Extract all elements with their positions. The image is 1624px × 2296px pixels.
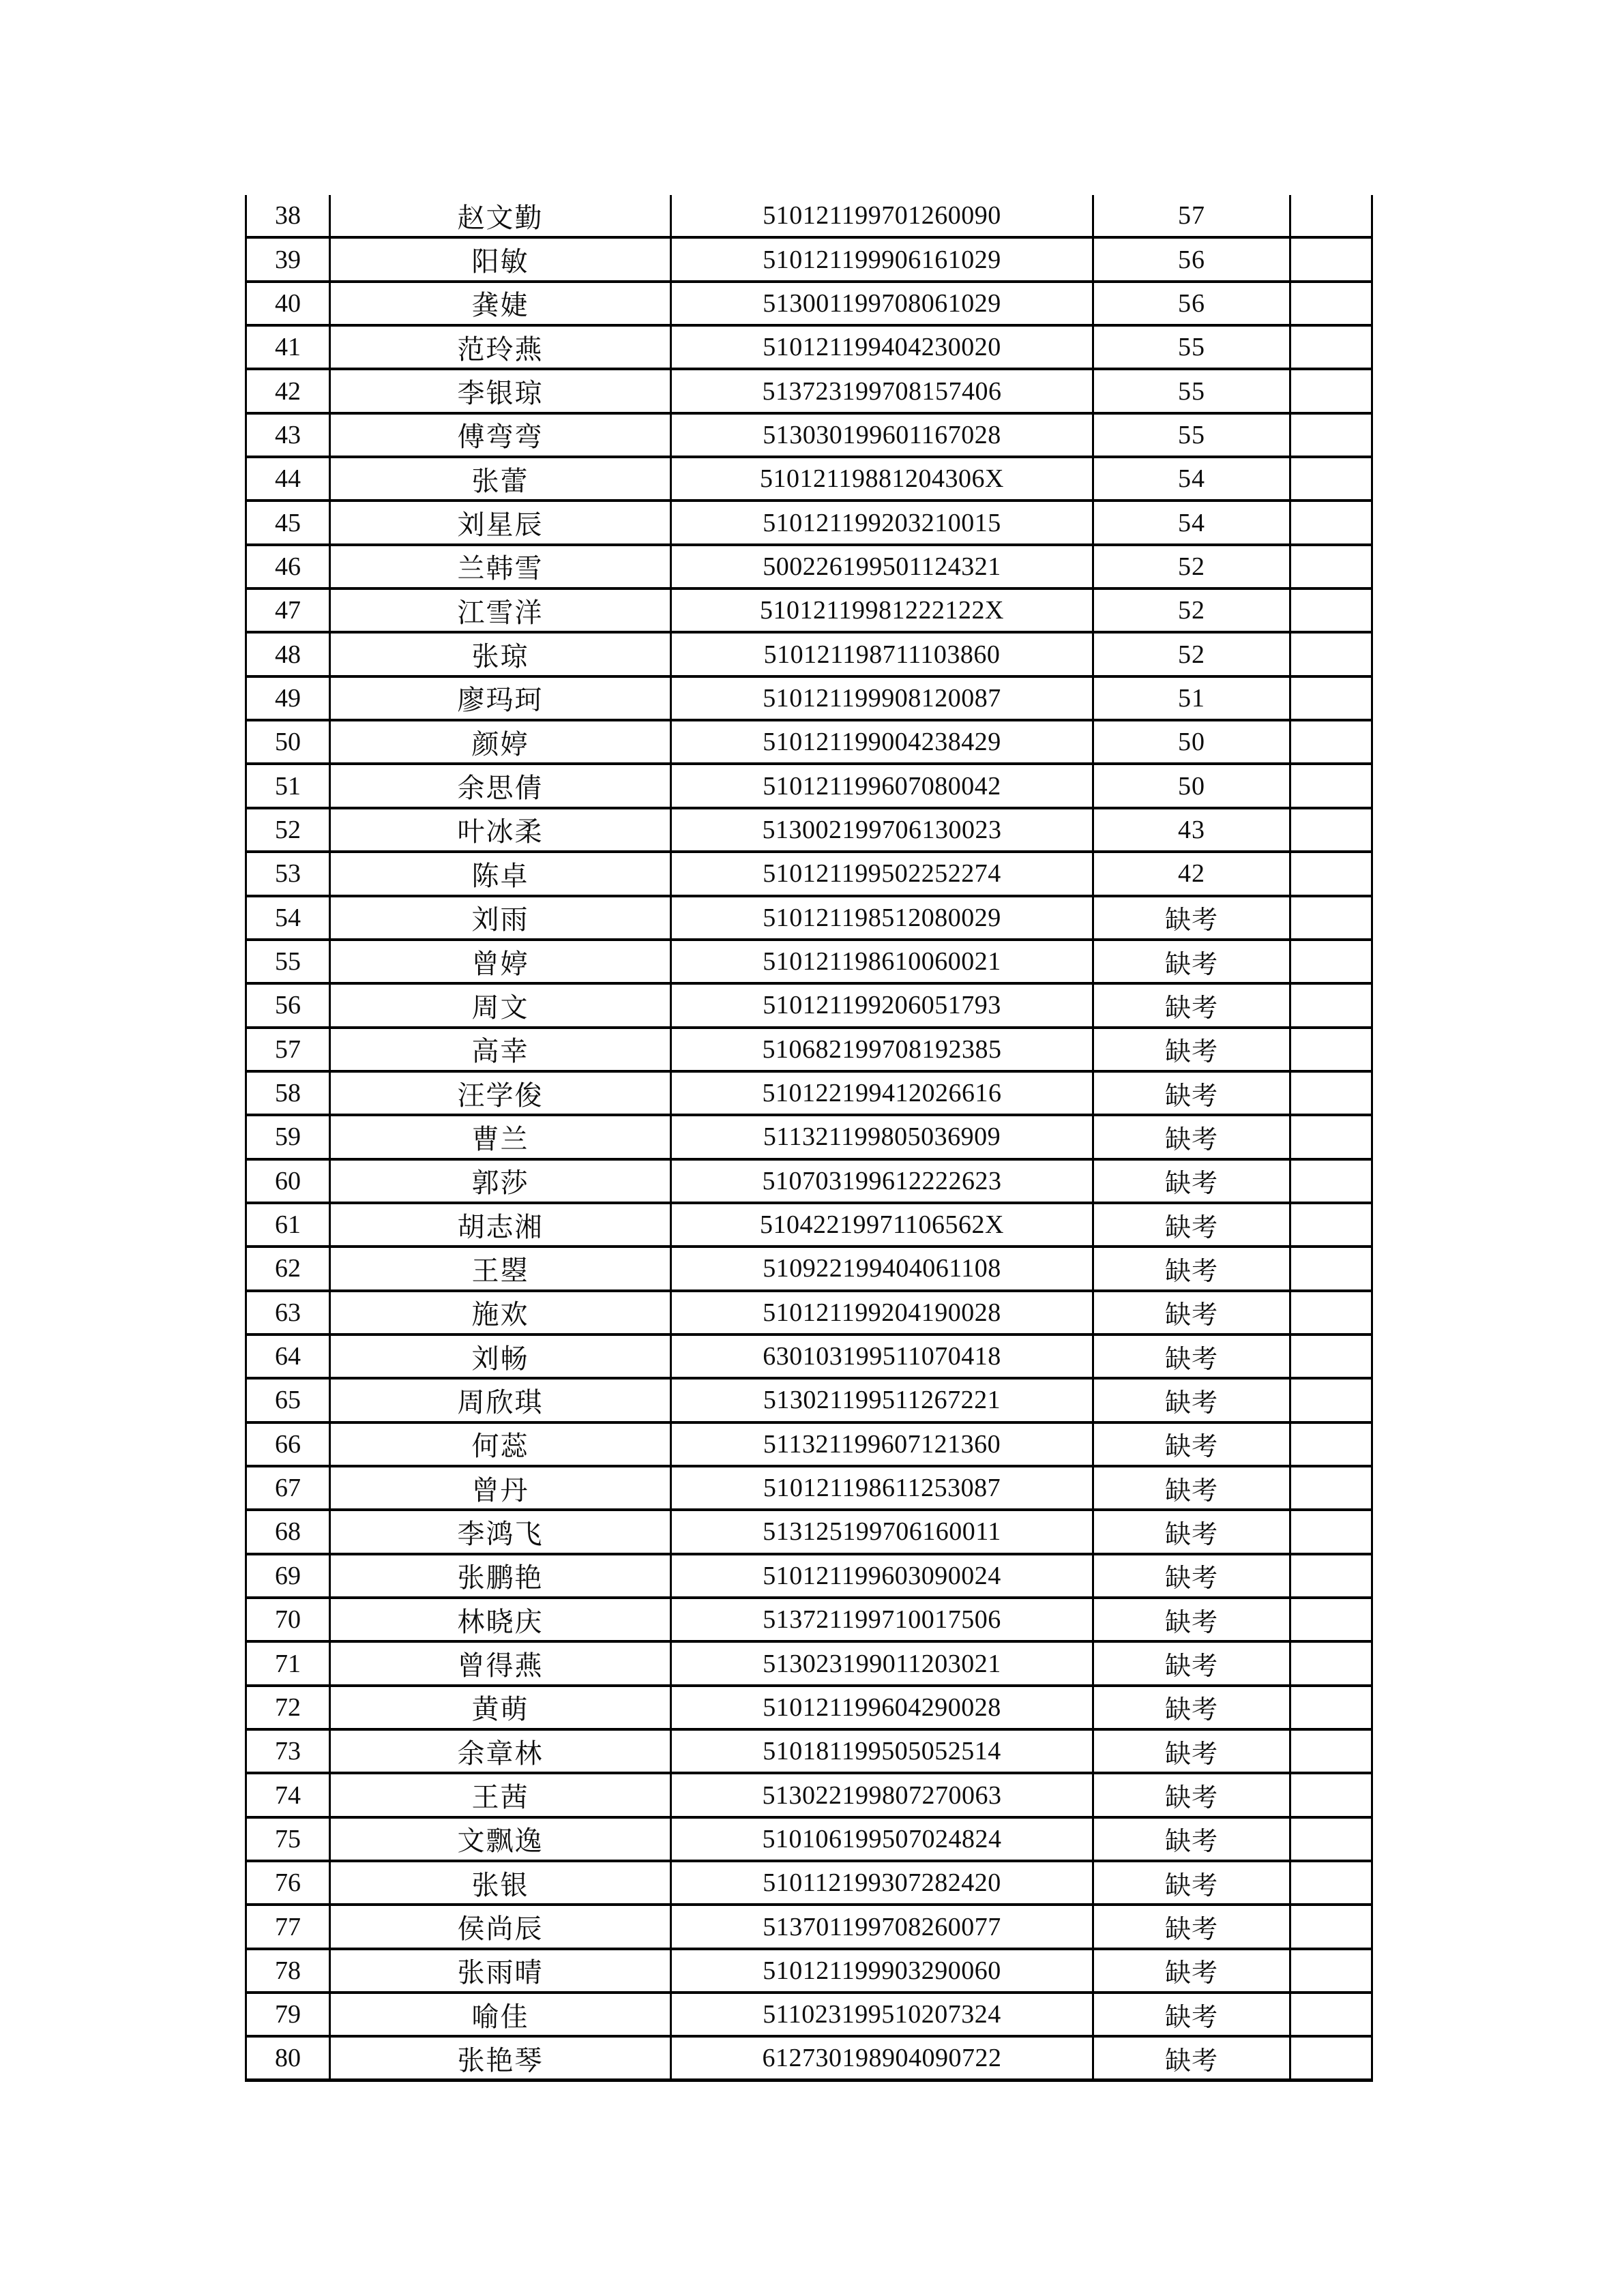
candidate-name-cell: 胡志湘: [331, 1204, 672, 1245]
row-number-cell: 38: [247, 195, 331, 236]
candidate-name-cell: 曾丹: [331, 1467, 672, 1508]
remark-cell: [1291, 1029, 1371, 1070]
remark-cell: [1291, 1862, 1371, 1903]
table-row: [247, 1950, 1371, 1994]
remark-cell: [1291, 985, 1371, 1026]
candidate-name-cell: 喻佳: [331, 1994, 672, 2035]
id-number-cell: 51042219971106562X: [672, 1204, 1094, 1245]
row-number-cell: 59: [247, 1116, 331, 1157]
score-cell: 52: [1094, 546, 1291, 587]
remark-cell: [1291, 590, 1371, 631]
candidate-name-cell: 余章林: [331, 1731, 672, 1772]
remark-cell: [1291, 327, 1371, 368]
table-row: [247, 502, 1371, 546]
row-number-cell: 75: [247, 1819, 331, 1860]
candidate-name-cell: 陈卓: [331, 853, 672, 894]
score-cell: 缺考: [1094, 1116, 1291, 1157]
row-number-cell: 56: [247, 985, 331, 1026]
table-row: [247, 1467, 1371, 1511]
score-cell: 缺考: [1094, 1862, 1291, 1903]
id-number-cell: 511023199510207324: [672, 1994, 1094, 2035]
row-number-cell: 50: [247, 721, 331, 762]
row-number-cell: 78: [247, 1950, 331, 1991]
score-cell: 55: [1094, 370, 1291, 411]
score-cell: 缺考: [1094, 941, 1291, 982]
candidate-name-cell: 兰韩雪: [331, 546, 672, 587]
remark-cell: [1291, 1774, 1371, 1815]
row-number-cell: 76: [247, 1862, 331, 1903]
candidate-name-cell: 汪学俊: [331, 1073, 672, 1114]
id-number-cell: 510121199903290060: [672, 1950, 1094, 1991]
score-cell: 缺考: [1094, 1511, 1291, 1552]
id-number-cell: 630103199511070418: [672, 1336, 1094, 1377]
table-row: [247, 1029, 1371, 1073]
row-number-cell: 63: [247, 1292, 331, 1333]
score-cell: 缺考: [1094, 897, 1291, 938]
id-number-cell: 510682199708192385: [672, 1029, 1094, 1070]
remark-cell: [1291, 721, 1371, 762]
candidate-name-cell: 黄萌: [331, 1687, 672, 1728]
score-cell: 缺考: [1094, 2038, 1291, 2078]
row-number-cell: 52: [247, 809, 331, 850]
row-number-cell: 62: [247, 1248, 331, 1289]
row-number-cell: 64: [247, 1336, 331, 1377]
score-cell: 缺考: [1094, 1994, 1291, 2035]
candidate-name-cell: 侯尚辰: [331, 1906, 672, 1947]
score-cell: 52: [1094, 633, 1291, 674]
remark-cell: [1291, 633, 1371, 674]
id-number-cell: 510121199206051793: [672, 985, 1094, 1026]
table-row: [247, 1862, 1371, 1906]
row-number-cell: 60: [247, 1161, 331, 1202]
id-number-cell: 510121199908120087: [672, 678, 1094, 719]
candidate-name-cell: 张艳琴: [331, 2038, 672, 2078]
table-row: [247, 853, 1371, 897]
table-row: [247, 1731, 1371, 1774]
score-cell: 缺考: [1094, 1292, 1291, 1333]
candidate-name-cell: 李银琼: [331, 370, 672, 411]
candidate-name-cell: 文飘逸: [331, 1819, 672, 1860]
row-number-cell: 42: [247, 370, 331, 411]
score-cell: 缺考: [1094, 1599, 1291, 1640]
remark-cell: [1291, 1906, 1371, 1947]
candidate-name-cell: 王曌: [331, 1248, 672, 1289]
id-number-cell: 513001199708061029: [672, 283, 1094, 324]
row-number-cell: 53: [247, 853, 331, 894]
score-cell: 缺考: [1094, 1555, 1291, 1596]
table-row: [247, 1116, 1371, 1160]
table-row: [247, 590, 1371, 633]
table-row: [247, 765, 1371, 809]
table-row: [247, 1599, 1371, 1643]
candidate-name-cell: 江雪洋: [331, 590, 672, 631]
table-row: [247, 1380, 1371, 1423]
score-cell: 42: [1094, 853, 1291, 894]
score-cell: 57: [1094, 195, 1291, 236]
score-cell: 55: [1094, 415, 1291, 456]
row-number-cell: 49: [247, 678, 331, 719]
id-number-cell: 500226199501124321: [672, 546, 1094, 587]
id-number-cell: 513002199706130023: [672, 809, 1094, 850]
id-number-cell: 513023199011203021: [672, 1643, 1094, 1684]
id-number-cell: 510121198611253087: [672, 1467, 1094, 1508]
score-cell: 缺考: [1094, 1336, 1291, 1377]
row-number-cell: 47: [247, 590, 331, 631]
row-number-cell: 61: [247, 1204, 331, 1245]
remark-cell: [1291, 1643, 1371, 1684]
id-number-cell: 510121199906161029: [672, 239, 1094, 280]
table-row: [247, 1774, 1371, 1818]
row-number-cell: 40: [247, 283, 331, 324]
table-row: [247, 327, 1371, 370]
id-number-cell: 510112199307282420: [672, 1862, 1094, 1903]
score-cell: 缺考: [1094, 1248, 1291, 1289]
score-cell: 50: [1094, 721, 1291, 762]
score-cell: 56: [1094, 239, 1291, 280]
table-row: [247, 941, 1371, 985]
candidate-name-cell: 郭莎: [331, 1161, 672, 1202]
id-number-cell: 513721199710017506: [672, 1599, 1094, 1640]
score-cell: 缺考: [1094, 985, 1291, 1026]
table-row: [247, 1424, 1371, 1467]
remark-cell: [1291, 546, 1371, 587]
table-row: [247, 1994, 1371, 2038]
score-cell: 54: [1094, 458, 1291, 499]
row-number-cell: 43: [247, 415, 331, 456]
table-row: [247, 1336, 1371, 1380]
remark-cell: [1291, 1336, 1371, 1377]
candidate-name-cell: 施欢: [331, 1292, 672, 1333]
candidate-name-cell: 曾得燕: [331, 1643, 672, 1684]
candidate-name-cell: 王茜: [331, 1774, 672, 1815]
score-cell: 缺考: [1094, 1774, 1291, 1815]
candidate-name-cell: 张鹏艳: [331, 1555, 672, 1596]
table-row: [247, 415, 1371, 458]
score-cell: 缺考: [1094, 1029, 1291, 1070]
remark-cell: [1291, 1467, 1371, 1508]
candidate-name-cell: 周文: [331, 985, 672, 1026]
candidate-name-cell: 颜婷: [331, 721, 672, 762]
table-row: [247, 897, 1371, 941]
row-number-cell: 65: [247, 1380, 331, 1420]
score-cell: 缺考: [1094, 1906, 1291, 1947]
table-row: [247, 809, 1371, 853]
candidate-name-cell: 刘星辰: [331, 502, 672, 543]
row-number-cell: 77: [247, 1906, 331, 1947]
candidate-name-cell: 范玲燕: [331, 327, 672, 368]
row-number-cell: 55: [247, 941, 331, 982]
score-cell: 缺考: [1094, 1643, 1291, 1684]
id-number-cell: 510121199203210015: [672, 502, 1094, 543]
remark-cell: [1291, 1511, 1371, 1552]
table-row: [247, 1292, 1371, 1336]
candidate-name-cell: 叶冰柔: [331, 809, 672, 850]
table-row: [247, 1248, 1371, 1292]
candidate-name-cell: 何蕊: [331, 1424, 672, 1465]
candidate-name-cell: 张雨晴: [331, 1950, 672, 1991]
row-number-cell: 80: [247, 2038, 331, 2078]
score-cell: 缺考: [1094, 1819, 1291, 1860]
remark-cell: [1291, 1687, 1371, 1728]
candidate-name-cell: 傅弯弯: [331, 415, 672, 456]
remark-cell: [1291, 1073, 1371, 1114]
id-number-cell: 510121198610060021: [672, 941, 1094, 982]
score-cell: 55: [1094, 327, 1291, 368]
score-cell: 缺考: [1094, 1073, 1291, 1114]
score-cell: 缺考: [1094, 1424, 1291, 1465]
id-number-cell: 513723199708157406: [672, 370, 1094, 411]
table-row: [247, 283, 1371, 327]
remark-cell: [1291, 765, 1371, 806]
remark-cell: [1291, 941, 1371, 982]
exam-score-table: [245, 195, 1373, 2082]
id-number-cell: 510181199505052514: [672, 1731, 1094, 1772]
remark-cell: [1291, 1950, 1371, 1991]
remark-cell: [1291, 1424, 1371, 1465]
score-cell: 缺考: [1094, 1204, 1291, 1245]
candidate-name-cell: 高幸: [331, 1029, 672, 1070]
remark-cell: [1291, 1599, 1371, 1640]
table-row: [247, 1555, 1371, 1599]
score-cell: 缺考: [1094, 1380, 1291, 1420]
remark-cell: [1291, 1731, 1371, 1772]
table-row: [247, 1819, 1371, 1862]
row-number-cell: 54: [247, 897, 331, 938]
candidate-name-cell: 曾婷: [331, 941, 672, 982]
score-cell: 51: [1094, 678, 1291, 719]
score-cell: 缺考: [1094, 1687, 1291, 1728]
candidate-name-cell: 阳敏: [331, 239, 672, 280]
id-number-cell: 510121199607080042: [672, 765, 1094, 806]
candidate-name-cell: 曹兰: [331, 1116, 672, 1157]
remark-cell: [1291, 502, 1371, 543]
row-number-cell: 58: [247, 1073, 331, 1114]
id-number-cell: 513030199601167028: [672, 415, 1094, 456]
candidate-name-cell: 林晓庆: [331, 1599, 672, 1640]
row-number-cell: 51: [247, 765, 331, 806]
row-number-cell: 41: [247, 327, 331, 368]
id-number-cell: 51012119881204306X: [672, 458, 1094, 499]
remark-cell: [1291, 1248, 1371, 1289]
id-number-cell: 511321199805036909: [672, 1116, 1094, 1157]
table-row: [247, 985, 1371, 1028]
row-number-cell: 69: [247, 1555, 331, 1596]
remark-cell: [1291, 283, 1371, 324]
candidate-name-cell: 赵文勤: [331, 195, 672, 236]
row-number-cell: 74: [247, 1774, 331, 1815]
remark-cell: [1291, 853, 1371, 894]
id-number-cell: 510121199404230020: [672, 327, 1094, 368]
table-row: [247, 678, 1371, 721]
row-number-cell: 45: [247, 502, 331, 543]
id-number-cell: 510121199502252274: [672, 853, 1094, 894]
id-number-cell: 510121199004238429: [672, 721, 1094, 762]
remark-cell: [1291, 1116, 1371, 1157]
candidate-name-cell: 张琼: [331, 633, 672, 674]
remark-cell: [1291, 1292, 1371, 1333]
table-row: [247, 458, 1371, 502]
row-number-cell: 66: [247, 1424, 331, 1465]
row-number-cell: 39: [247, 239, 331, 280]
remark-cell: [1291, 1161, 1371, 1202]
id-number-cell: 510121199604290028: [672, 1687, 1094, 1728]
remark-cell: [1291, 678, 1371, 719]
candidate-name-cell: 张银: [331, 1862, 672, 1903]
row-number-cell: 48: [247, 633, 331, 674]
candidate-name-cell: 周欣琪: [331, 1380, 672, 1420]
remark-cell: [1291, 1994, 1371, 2035]
table-row: [247, 1204, 1371, 1248]
id-number-cell: 510121199701260090: [672, 195, 1094, 236]
remark-cell: [1291, 1380, 1371, 1420]
id-number-cell: 511321199607121360: [672, 1424, 1094, 1465]
id-number-cell: 612730198904090722: [672, 2038, 1094, 2078]
table-row: [247, 633, 1371, 677]
score-cell: 缺考: [1094, 1161, 1291, 1202]
id-number-cell: 513701199708260077: [672, 1906, 1094, 1947]
candidate-name-cell: 龚婕: [331, 283, 672, 324]
table-row: [247, 1643, 1371, 1686]
remark-cell: [1291, 370, 1371, 411]
candidate-name-cell: 刘畅: [331, 1336, 672, 1377]
score-cell: 54: [1094, 502, 1291, 543]
remark-cell: [1291, 195, 1371, 236]
row-number-cell: 67: [247, 1467, 331, 1508]
remark-cell: [1291, 1555, 1371, 1596]
row-number-cell: 46: [247, 546, 331, 587]
id-number-cell: 510122199412026616: [672, 1073, 1094, 1114]
row-number-cell: 79: [247, 1994, 331, 2035]
remark-cell: [1291, 1819, 1371, 1860]
table-row: [247, 546, 1371, 590]
id-number-cell: 513022199807270063: [672, 1774, 1094, 1815]
row-number-cell: 57: [247, 1029, 331, 1070]
row-number-cell: 44: [247, 458, 331, 499]
table-row: [247, 1073, 1371, 1116]
id-number-cell: 510121199603090024: [672, 1555, 1094, 1596]
score-cell: 52: [1094, 590, 1291, 631]
candidate-name-cell: 廖玛珂: [331, 678, 672, 719]
score-cell: 43: [1094, 809, 1291, 850]
table-row: [247, 721, 1371, 765]
table-row: [247, 1906, 1371, 1950]
table-row: [247, 1687, 1371, 1731]
table-row: [247, 370, 1371, 414]
row-number-cell: 70: [247, 1599, 331, 1640]
row-number-cell: 72: [247, 1687, 331, 1728]
id-number-cell: 510703199612222623: [672, 1161, 1094, 1202]
candidate-name-cell: 张蕾: [331, 458, 672, 499]
remark-cell: [1291, 897, 1371, 938]
remark-cell: [1291, 1204, 1371, 1245]
score-cell: 50: [1094, 765, 1291, 806]
id-number-cell: 513125199706160011: [672, 1511, 1094, 1552]
candidate-name-cell: 刘雨: [331, 897, 672, 938]
table-row: [247, 239, 1371, 282]
row-number-cell: 71: [247, 1643, 331, 1684]
remark-cell: [1291, 2038, 1371, 2078]
id-number-cell: 510121199204190028: [672, 1292, 1094, 1333]
score-cell: 缺考: [1094, 1950, 1291, 1991]
remark-cell: [1291, 809, 1371, 850]
id-number-cell: 510922199404061108: [672, 1248, 1094, 1289]
id-number-cell: 510106199507024824: [672, 1819, 1094, 1860]
row-number-cell: 68: [247, 1511, 331, 1552]
id-number-cell: 510121198711103860: [672, 633, 1094, 674]
id-number-cell: 513021199511267221: [672, 1380, 1094, 1420]
remark-cell: [1291, 458, 1371, 499]
id-number-cell: 51012119981222122X: [672, 590, 1094, 631]
score-cell: 缺考: [1094, 1731, 1291, 1772]
table-row: [247, 1161, 1371, 1204]
candidate-name-cell: 李鸿飞: [331, 1511, 672, 1552]
table-row: [247, 2038, 1371, 2081]
table-row: [247, 1511, 1371, 1555]
id-number-cell: 510121198512080029: [672, 897, 1094, 938]
table-row: [247, 195, 1371, 239]
candidate-name-cell: 余思倩: [331, 765, 672, 806]
row-number-cell: 73: [247, 1731, 331, 1772]
remark-cell: [1291, 415, 1371, 456]
remark-cell: [1291, 239, 1371, 280]
score-cell: 缺考: [1094, 1467, 1291, 1508]
score-cell: 56: [1094, 283, 1291, 324]
